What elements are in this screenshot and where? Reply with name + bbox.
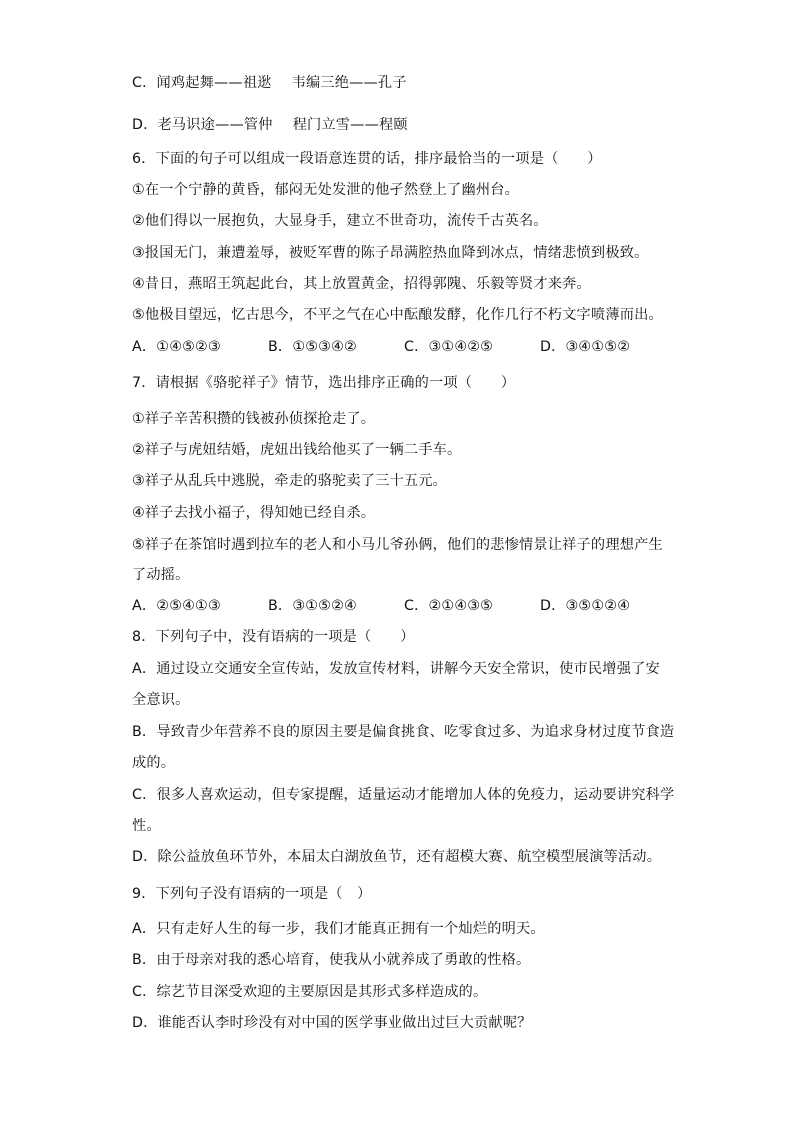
q5-option-d [132,115,672,135]
q8-option-c: C．很多人喜欢运动，但专家提醒，适量运动才能增加人体的免疫力，运动要讲究科学 [132,787,675,803]
q5-option-c-left: C．闻鸡起舞——祖逖 [132,75,272,91]
q7-item-2: ②祥子与虎妞结婚，虎妞出钱给他买了一辆二手车。 [132,442,462,458]
q7-item-5: ⑤祥子在茶馆时遇到拉车的老人和小马儿爷孙俩，他们的悲惨情景让祥子的理想产生 [132,537,663,553]
q8-option-d: D．除公益放鱼环节外，本届太白湖放鱼节，还有超模大赛、航空模型展演等活动。 [132,849,662,865]
q8-stem: 8．下列句子中，没有语病的一项是（ ） [132,629,415,645]
q6-item-5: ⑤他极目望远，忆古思今，不平之气在心中酝酿发酵，化作几行不朽文字喷薄而出。 [132,307,663,323]
q8-option-a: A．通过设立交通安全宣传站，发放宣传材料，讲解今天安全常识，使市民增强了安 [132,661,660,677]
q7-option-b: B．③①⑤②④ [268,598,357,614]
q6-item-2: ②他们得以一展抱负，大显身手，建立不世奇功，流传千古英名。 [132,213,548,229]
q6-options [132,337,672,357]
q8-option-c-cont: 性。 [132,818,161,834]
q7-item-4: ④祥子去找小福子，得知她已经自杀。 [132,505,376,521]
q9-option-a: A．只有走好人生的每一步，我们才能真正拥有一个灿烂的明天。 [132,921,545,937]
q6-option-a: A．①④⑤②③ [132,339,221,355]
q5-option-d-right: 程门立雪——程颐 [292,117,408,133]
q8-option-a-cont: 全意识。 [132,692,190,708]
q5-option-d-left: D．老马识途——管仲 [132,117,273,133]
q7-item-3: ③祥子从乱兵中逃脱，牵走的骆驼卖了三十五元。 [132,473,448,489]
q6-item-4: ④昔日，燕昭王筑起此台，其上放置黄金，招得郭隗、乐毅等贤才来奔。 [132,276,591,292]
q7-options [132,596,672,616]
q7-item-5-cont: 了动摇。 [132,567,190,583]
q7-option-a: A．②⑤④①③ [132,598,221,614]
q6-option-c: C．③①④②⑤ [404,339,494,355]
q6-item-3: ③报国无门，兼遭羞辱，被贬军曹的陈子昂满腔热血降到冰点，情绪悲愤到极致。 [132,245,649,261]
q8-option-b: B．导致青少年营养不良的原因主要是偏食挑食、吃零食过多、为追求身材过度节食造 [132,724,675,740]
q7-option-d: D．③⑤①②④ [540,598,631,614]
q5-option-c [132,73,672,93]
q9-option-c: C．综艺节目深受欢迎的主要原因是其形式多样造成的。 [132,984,488,1000]
q6-item-1: ①在一个宁静的黄昏，郁闷无处发泄的他孑然登上了幽州台。 [132,182,519,198]
q7-item-1: ①祥子辛苦积攒的钱被孙侦探抢走了。 [132,411,376,427]
q6-option-b: B．①⑤③④② [268,339,357,355]
q9-stem: 9．下列句子没有语病的一项是（ ） [132,886,372,902]
q6-stem: 6．下面的句子可以组成一段语意连贯的话，排序最恰当的一项是（ ） [132,151,602,167]
q7-stem: 7．请根据《骆驼祥子》情节，选出排序正确的一项（ ） [132,375,516,391]
q6-option-d: D．③④①⑤② [540,339,631,355]
q9-option-b: B．由于母亲对我的悉心培育，使我从小就养成了勇敢的性格。 [132,952,531,968]
q8-option-b-cont: 成的。 [132,755,176,771]
q9-option-d: D．谁能否认李时珍没有对中国的医学事业做出过巨大贡献呢？ [132,1015,532,1031]
q5-option-c-right: 韦编三绝——孔子 [291,75,407,91]
q7-option-c: C．②①④③⑤ [404,598,494,614]
